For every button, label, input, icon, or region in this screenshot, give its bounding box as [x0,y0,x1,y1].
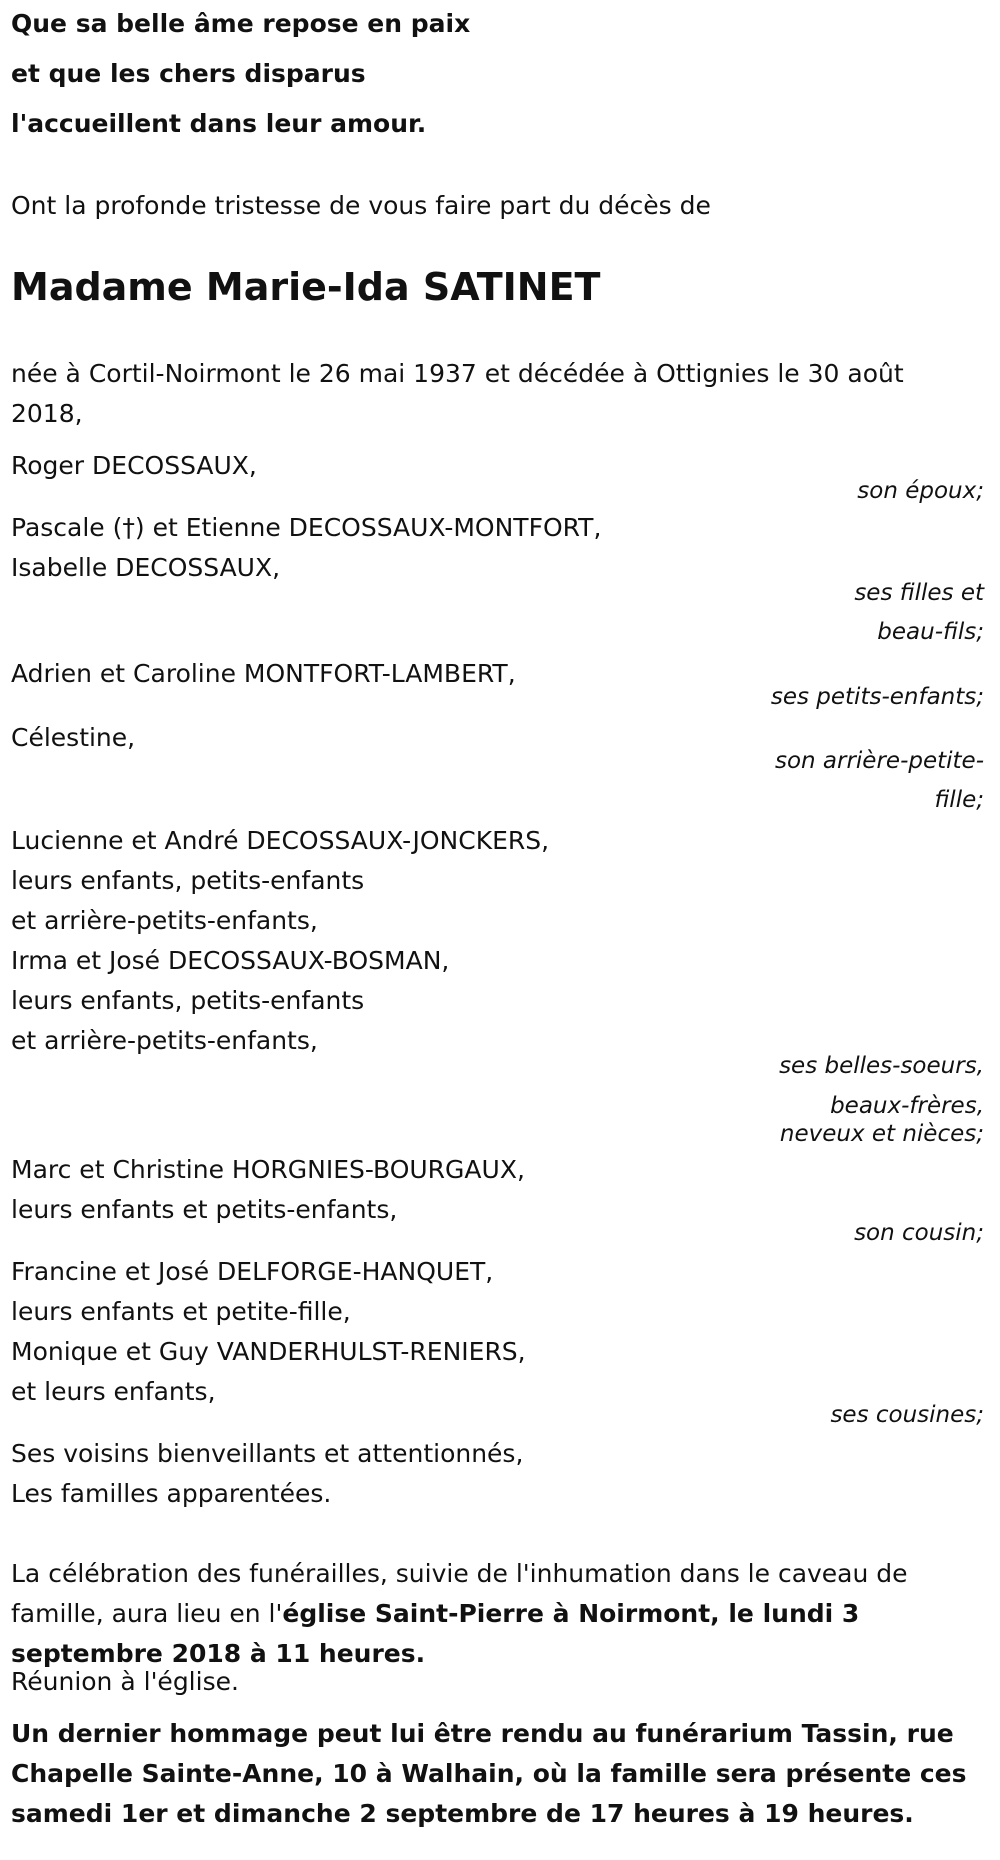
intro-line-3: l'accueillent dans leur amour. [11,109,427,138]
cousins-line: Monique et Guy VANDERHULST-RENIERS, [11,1337,526,1366]
funeral-info [11,1554,971,1674]
in-laws-relation-2: beaux-frères, [830,1093,984,1119]
cousins-relation: ses cousines; [830,1402,984,1428]
families-line: Les familles apparentées. [11,1479,332,1508]
intro-line-2: et que les chers disparus [11,59,366,88]
daughter-line-2: Isabelle DECOSSAUX, [11,553,281,582]
great-granddaughter-name: Célestine, [11,723,136,752]
in-laws-line: et arrière-petits-enfants, [11,1026,318,1055]
funeral-location-date: église Saint-Pierre à Noirmont, le lundi 3 septembre 2018 à 11 heures. [11,1599,860,1668]
intro-line-1: Que sa belle âme repose en paix [11,9,471,38]
great-granddaughter-relation-1: son arrière-petite- [774,748,984,774]
funeral-text: La célébration des funérailles, suivie de l'inhumation dans le caveau de famille, aura lieu en l' [11,1559,908,1628]
daughter-line-1: Pascale (†) et Etienne DECOSSAUX-MONTFORT, [11,513,602,542]
cousins-line: et leurs enfants, [11,1377,216,1406]
cousin-line-1: Marc et Christine HORGNIES-BOURGAUX, [11,1155,525,1184]
cousin-relation: son cousin; [854,1220,984,1246]
neighbors-line: Ses voisins bienveillants et attentionnés, [11,1439,524,1468]
great-granddaughter-relation-2: fille; [934,787,984,813]
in-laws-line: Lucienne et André DECOSSAUX-JONCKERS, [11,826,550,855]
homage-info: Un dernier hommage peut lui être rendu au funérarium Tassin, rue Chapelle Sainte-Anne, 10 à Walhain, où la famille sera présente ces samedi 1er et dimanche 2 septembre de 17 heures à 19 heures. [11,1719,967,1828]
announcement: Ont la profonde tristesse de vous faire part du décès de [11,191,711,220]
grandchildren-name: Adrien et Caroline MONTFORT-LAMBERT, [11,659,516,688]
cousin-line-2: leurs enfants et petits-enfants, [11,1195,398,1224]
in-laws-line: leurs enfants, petits-enfants [11,986,365,1015]
in-laws-relation-3: neveux et nièces; [779,1121,984,1147]
in-laws-line: Irma et José DECOSSAUX-BOSMAN, [11,946,450,975]
spouse-relation: son époux; [857,478,984,504]
birth-death-info: née à Cortil-Noirmont le 26 mai 1937 et décédée à Ottignies le 30 août 2018, [11,359,904,428]
in-laws-line: leurs enfants, petits-enfants [11,866,365,895]
spouse-name: Roger DECOSSAUX, [11,451,257,480]
cousins-line: leurs enfants et petite-fille, [11,1297,351,1326]
grandchildren-relation: ses petits-enfants; [770,684,984,710]
reunion-note: Réunion à l'église. [11,1667,239,1696]
in-laws-line: et arrière-petits-enfants, [11,906,318,935]
in-laws-relation-1: ses belles-soeurs, [779,1053,984,1079]
cousins-line: Francine et José DELFORGE-HANQUET, [11,1257,494,1286]
daughters-relation-2: beau-fils; [877,619,984,645]
daughters-relation-1: ses filles et [854,580,984,606]
deceased-name: Madame Marie-Ida SATINET [11,265,601,309]
